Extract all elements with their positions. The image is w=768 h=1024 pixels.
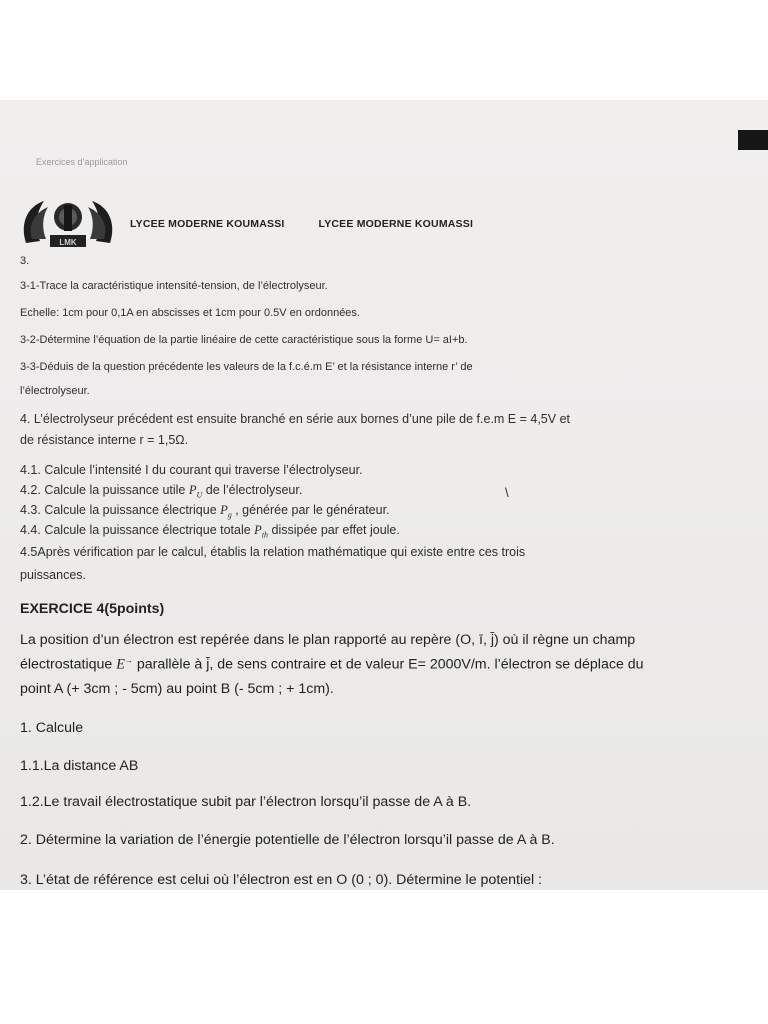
ex4-question-1-2: 1.2.Le travail électrostatique subit par l’électron lorsqu’il passe de A à B. [20,794,472,810]
ex4-field-symbol: E [116,656,125,673]
q3-label: 3. [20,255,30,267]
q4-3-prefix: 4.3. Calcule la puissance électrique [20,503,221,517]
stray-mark: \ [505,485,509,500]
exercise-4-title: EXERCICE 4(5points) [20,601,165,617]
page-corner-shadow [738,130,768,150]
school-name-2: LYCEE MODERNE KOUMASSI [318,218,474,230]
school-header [18,195,473,253]
q4-text-a: 4. L’électrolyseur précédent est ensuite branché en série aux bornes d’une pile de f.e.m E = 4,5V et [20,412,570,426]
q4-4-text [20,523,400,540]
ex4-p2-suffix: parallèle à j̄, de sens contraire et de valeur E= 2000V/m. l’électron se déplace du [132,656,644,673]
logo-text: LMK [59,238,77,247]
q3-2-text: 3-2-Détermine l’équation de la partie linéaire de cette caractéristique sous la forme U= aI+b. [20,334,468,346]
ex4-question-1: 1. Calcule [20,720,84,736]
ex4-paragraph-line-1: La position d’un électron est repérée dans le plan rapporté au repère (O, ī, j̄) où il règne un champ [20,632,636,648]
q4-3-text [20,503,390,520]
q4-5-text-a: 4.5Après vérification par le calcul, établis la relation mathématique qui existe entre ces trois [20,545,526,559]
q4-2-prefix: 4.2. Calcule la puissance utile [20,483,189,497]
q4-3-subscript: g [227,510,232,520]
ex4-question-3: 3. L’état de référence est celui où l’électron est en O (0 ; 0). Détermine le potentiel : [20,872,543,888]
ex4-paragraph-line-2: électrostatique E→ parallèle à j̄, de sens contraire et de valeur E= 2000V/m. l’électron se déplace du [20,656,644,673]
q4-4-prefix: 4.4. Calcule la puissance électrique totale [20,523,255,537]
ex4-p2-prefix: électrostatique [20,656,117,673]
school-name-1: LYCEE MODERNE KOUMASSI [130,218,285,230]
q4-2-suffix: de l’électrolyseur. [202,483,303,497]
q4-4-suffix: dissipée par effet joule. [268,523,400,537]
q4-2-subscript: U [196,490,203,500]
q4-1-text: 4.1. Calcule l’intensité I du courant qui traverse l’électrolyseur. [20,463,363,477]
q4-5-text-b: puissances. [20,568,87,582]
q4-3-symbol: P [220,503,228,517]
laurel-emblem-icon [18,195,118,253]
q4-2-symbol: P [188,483,197,497]
q4-2-text [20,483,302,500]
school-logo [18,195,118,253]
ex4-question-2: 2. Détermine la variation de l’énergie potentielle de l’électron lorsqu’il passe de A à B. [20,832,555,848]
q4-4-symbol: P [254,523,262,537]
faint-header-text: Exercices d’application [36,157,128,167]
q3-1-text: 3-1-Trace la caractéristique intensité-tension, de l’électrolyseur. [20,280,328,292]
ex4-question-1-1: 1.1.La distance AB [20,758,139,774]
q3-3-text-a: 3-3-Déduis de la question précédente les valeurs de la f.c.é.m E’ et la résistance interne r’ de [20,361,473,373]
q4-3-suffix: , générée par le générateur. [231,503,390,517]
scale-text: Echelle: 1cm pour 0,1A en abscisses et 1cm pour 0.5V en ordonnées. [20,307,360,319]
q4-4-subscript: th [261,530,269,540]
ex4-paragraph-line-3: point A (+ 3cm ; - 5cm) au point B (- 5cm ; + 1cm). [20,681,334,697]
q3-3-text-b: l’électrolyseur. [20,385,90,397]
q4-text-b: de résistance interne r = 1,5Ω. [20,433,189,447]
